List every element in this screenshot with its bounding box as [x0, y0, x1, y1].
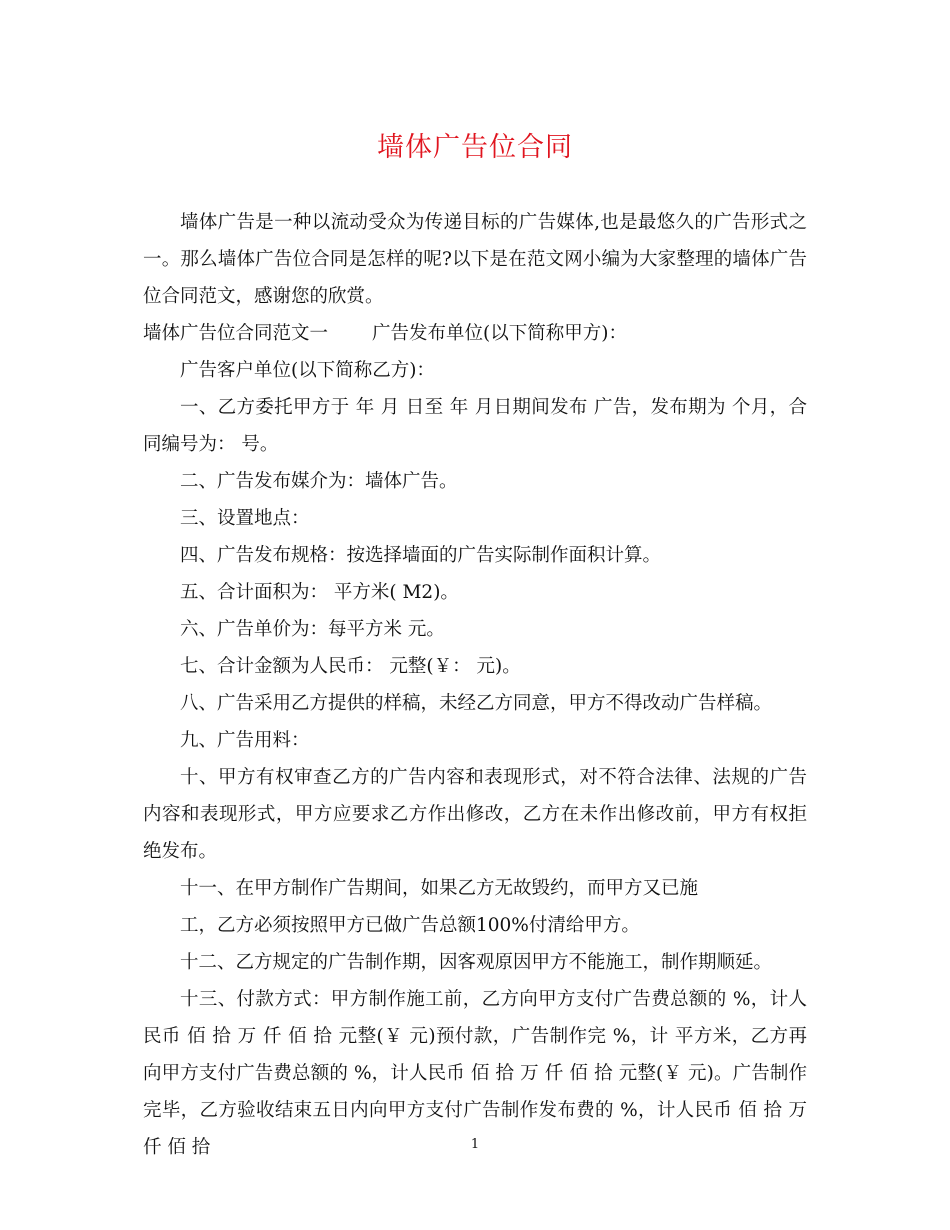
party-a-label: 广告发布单位(以下简称甲方)：: [372, 323, 627, 344]
clause-4: 四、广告发布规格：按选择墙面的广告实际制作面积计算。: [180, 545, 662, 566]
clause-10: 十、甲方有权审查乙方的广告内容和表现形式，对不符合法律、法规的广告内容和表现形式，甲方应要求乙方作出修改，乙方在未作出修改前，甲方有权拒绝发布。: [143, 767, 807, 862]
clause-9: 九、广告用料：: [180, 730, 310, 751]
clause-1: 一、乙方委托甲方于 年 月 日至 年 月日期间发布 广告，发布期为 个月，合同编号为： 号。: [143, 397, 807, 455]
clause-8: 八、广告采用乙方提供的样稿，未经乙方同意，甲方不得改动广告样稿。: [180, 693, 773, 714]
clause-11: 十一、在甲方制作广告期间，如果乙方无故毁约，而甲方又已施: [180, 878, 699, 899]
document-title: 墙体广告位合同: [377, 132, 573, 163]
contract-sample-label: 墙体广告位合同范文一: [143, 323, 329, 344]
clause-7: 七、合计金额为人民币： 元整(￥： 元)。: [180, 656, 521, 677]
clause-3: 三、设置地点：: [180, 508, 310, 529]
contract-heading-line: [143, 315, 807, 352]
clause-12: 十二、乙方规定的广告制作期，因客观原因甲方不能施工，制作期顺延。: [180, 952, 773, 973]
clause-11-continued: 工，乙方必须按照甲方已做广告总额100%付清给甲方。: [180, 915, 640, 936]
clause-2: 二、广告发布媒介为：墙体广告。: [180, 471, 458, 492]
clause-6: 六、广告单价为：每平方米 元。: [180, 619, 445, 640]
clause-5: 五、合计面积为： 平方米( M2)。: [180, 582, 459, 603]
page-number: 1: [470, 1137, 480, 1152]
party-b-label: 广告客户单位(以下简称乙方)：: [180, 360, 435, 381]
document-body: [143, 204, 807, 1166]
intro-paragraph: 墙体广告是一种以流动受众为传递目标的广告媒体,也是最悠久的广告形式之一。那么墙体广告位合同是怎样的呢?以下是在范文网小编为大家整理的墙体广告位合同范文，感谢您的欣赏。: [143, 212, 807, 307]
clause-13: 十三、付款方式：甲方制作施工前，乙方向甲方支付广告费总额的 %，计人民币 佰 拾 万 仟 佰 拾 元整(￥ 元)预付款，广告制作完 %，计 平方米，乙方再向甲方支付广告费总额的 %，计人民币 佰 拾 万 仟 佰 拾 元整(￥ 元)。广告制作完毕，乙方验收结束五日内向甲方支付广告制作发布费的 %，计人民币 佰 拾 万 仟 佰 拾: [143, 989, 807, 1158]
